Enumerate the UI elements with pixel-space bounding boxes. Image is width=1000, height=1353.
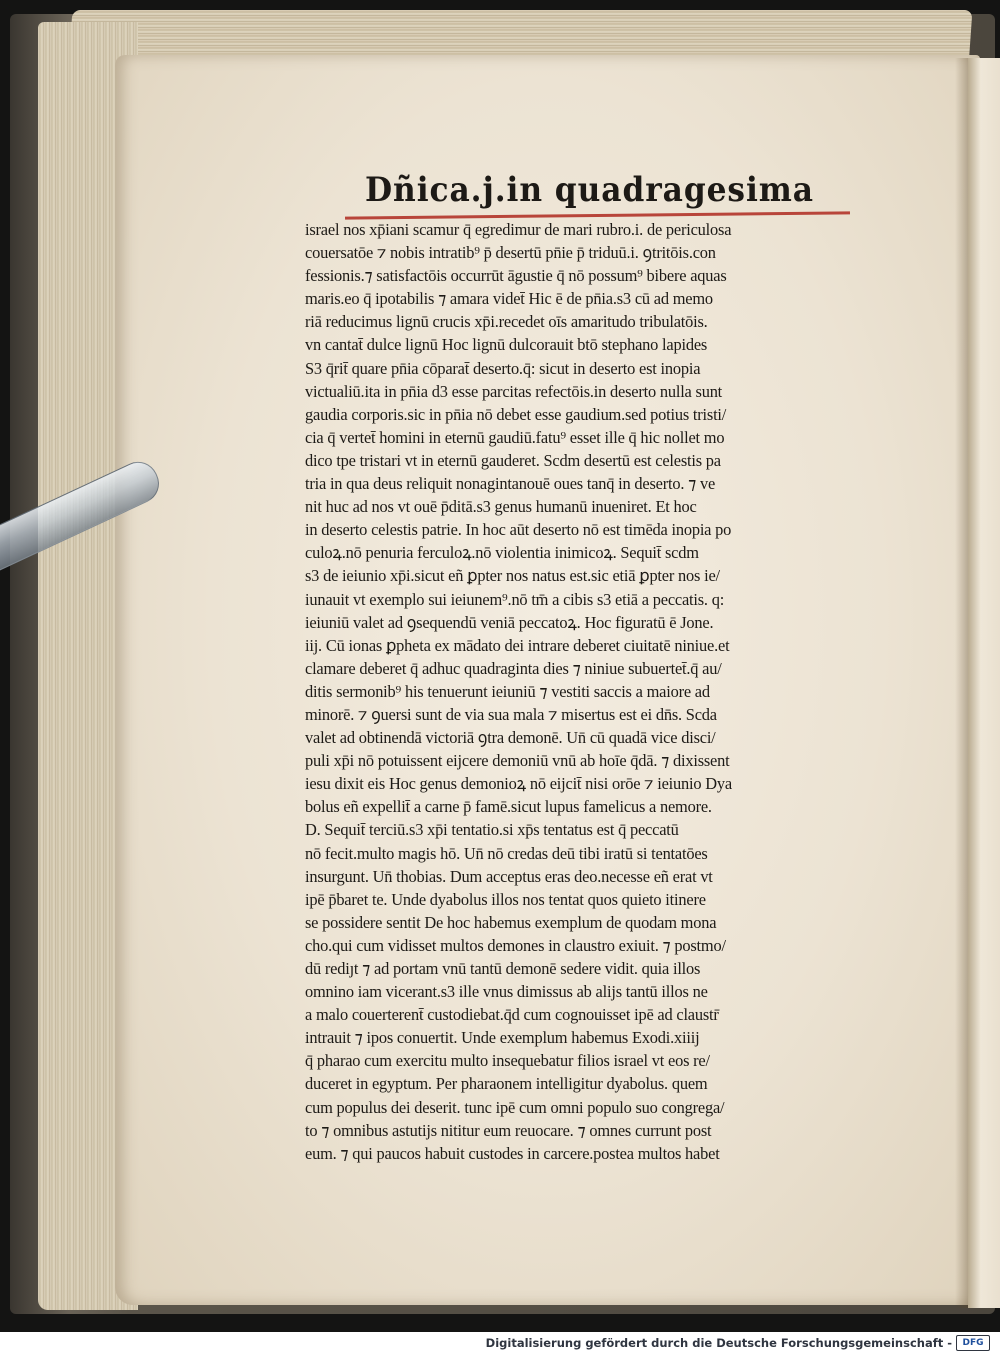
text-line: insurgunt. Un̄ thobias. Dum acceptus eras deo.necesse eñ erat vt bbox=[305, 866, 713, 886]
text-line: ipē p̄baret te. Unde dyabolus illos nos tentat quos quieto itinere bbox=[305, 889, 706, 909]
dfg-logo: DFG bbox=[956, 1335, 990, 1351]
text-line: iesu dixit eis Hoc genus demonioꝝ nō eijcit̄ nisi orōe ⁊ ieiunio Dya bbox=[305, 774, 732, 794]
text-line: couersatōe ⁊ nobis intratib⁹ p̄ desertū pn̄ie p̄ triduū.i. ꝯtritōis.con bbox=[305, 243, 716, 263]
text-line: in deserto celestis patrie. In hoc aūt deserto nō est timēda inopia po bbox=[305, 520, 732, 540]
text-line: s3 de ieiunio xp̄i.sicut eñ ꝑpter nos natus est.sic etiā ꝑpter nos ie/ bbox=[305, 566, 720, 586]
text-line: omnino iam vicerant.s3 ille vnus dimissus ab alijs tantū illos ne bbox=[305, 982, 708, 1002]
text-line: cho.qui cum vidisset multos demones in claustro exiuit. ⁊ postmo/ bbox=[305, 935, 726, 955]
text-line: minorē. ⁊ ꝯuersi sunt de via sua mala ⁊ misertus est ei dn̄s. Scda bbox=[305, 704, 717, 724]
text-line: S3 q̄rit̄ quare pn̄ia cōparat̄ deserto.q̄: sicut in deserto est inopia bbox=[305, 358, 701, 378]
text-lines bbox=[305, 218, 855, 1165]
text-line: se possidere sentit De hoc habemus exemplum de quodam mona bbox=[305, 912, 717, 932]
text-line: puli xp̄i nō potuissent eijcere demoniū vnū ab hoīe q̄dā. ⁊ dixissent bbox=[305, 751, 730, 771]
text-line: q̄ pharao cum exercitu multo insequebatur filios israel vt eos re/ bbox=[305, 1051, 710, 1071]
text-line: iij. Cū ionas ꝑpheta ex mādato dei intrare deberet ciuitatē niniue.et bbox=[305, 635, 730, 655]
facing-page-edge bbox=[968, 58, 1000, 1308]
text-line: dico tpe tristari vt in eternū gauderet. Scdm desertū est celestis pa bbox=[305, 450, 721, 470]
text-line: fessionis.⁊ satisfactōis occurrūt āgustie q̄ nō possum⁹ bibere aquas bbox=[305, 266, 727, 286]
text-line: duceret in egyptum. Per pharaonem intelligitur dyabolus. quem bbox=[305, 1074, 708, 1094]
text-line: gaudia corporis.sic in pn̄ia nō debet esse gaudium.sed potius tristi/ bbox=[305, 404, 727, 424]
text-line: riā reducimus lignū crucis xp̄i.recedet oīs amaritudo tribulatōis. bbox=[305, 312, 708, 332]
text-line: victualiū.ita in pn̄ia d3 esse parcitas refectōis.in deserto nulla sunt bbox=[305, 381, 723, 401]
text-line: ieiuniū valet ad ꝯsequendū veniā peccatoꝝ. Hoc figuratū ē Jone. bbox=[305, 612, 714, 632]
text-line: israel nos xp̄iani scamur q̄ egredimur de mari rubro.i. de periculosa bbox=[305, 220, 732, 239]
text-line: maris.eo q̄ ipotabilis ⁊ amara videt̄ Hic ē de pn̄ia.s3 cū ad memo bbox=[305, 289, 713, 309]
text-block bbox=[305, 168, 855, 1165]
text-line: cum populus dei deserit. tunc ipē cum omni populo suo congrega/ bbox=[305, 1097, 725, 1117]
footer-credit: Digitalisierung gefördert durch die Deutsche Forschungsgemeinschaft - bbox=[485, 1336, 952, 1350]
text-line: iunauit vt exemplo sui ieiunem⁹.nō tm̄ a cibis s3 etiā a peccatis. q: bbox=[305, 589, 725, 609]
text-line: dū rediȷt ⁊ ad portam vnū tantū demonē sedere vidit. quia illos bbox=[305, 959, 701, 978]
text-line: vn cantat̄ dulce lignū Hoc lignū dulcorauit btō stephano lapides bbox=[305, 335, 708, 355]
text-line: culoꝝ.nō penuria ferculoꝝ.nō violentia inimicoꝝ. Sequit̄ scdm bbox=[305, 543, 699, 563]
text-line: tria in qua deus reliquit nonagintanouē oues tanq̄ in deserto. ⁊ ve bbox=[305, 474, 716, 494]
text-line: cia q̄ vertet̄ homini in eternū gaudiū.fatu⁹ esset ille q̄ hic nollet mo bbox=[305, 427, 725, 447]
text-line: bolus eñ expellit̄ a carne p̄ famē.sicut lupus famelicus a nemore. bbox=[305, 797, 712, 817]
text-line: valet ad obtinendā victoriā ꝯtra demonē. Un̄ cū quadā vice disci/ bbox=[305, 728, 716, 748]
page-heading: Dñica.j.in quadragesima bbox=[365, 170, 814, 210]
text-line: a malo couerterent̄ custodiebat.q̄d cum cognouisset ipē ad claustr̄ bbox=[305, 1005, 719, 1025]
text-line: nit huc ad nos vt ouē p̄ditā.s3 genus humanū inueniret. Et hoc bbox=[305, 497, 697, 517]
text-line: nō fecit.multo magis hō. Un̄ nō credas deū tibi iratū si tentatōes bbox=[305, 843, 708, 863]
text-line: clamare deberet q̄ adhuc quadraginta dies ⁊ niniue subuertet̄.q̄ au/ bbox=[305, 658, 722, 678]
text-line: intrauit ⁊ ipos conuertit. Unde exemplum habemus Exodi.xiiij bbox=[305, 1028, 700, 1048]
text-line: to ⁊ omnibus astutijs nititur eum reuocare. ⁊ omnes currunt post bbox=[305, 1120, 712, 1140]
footer-bar bbox=[0, 1332, 1000, 1353]
text-line: eum. ⁊ qui paucos habuit custodes in carcere.postea multos habet bbox=[305, 1143, 720, 1163]
text-line: ditis sermonib⁹ his tenuerunt ieiuniū ⁊ vestiti saccis a maiore ad bbox=[305, 681, 710, 701]
text-line: D. Sequit̄ terciū.s3 xp̄i tentatio.si xp̄s tentatus est q̄ peccatū bbox=[305, 820, 679, 840]
